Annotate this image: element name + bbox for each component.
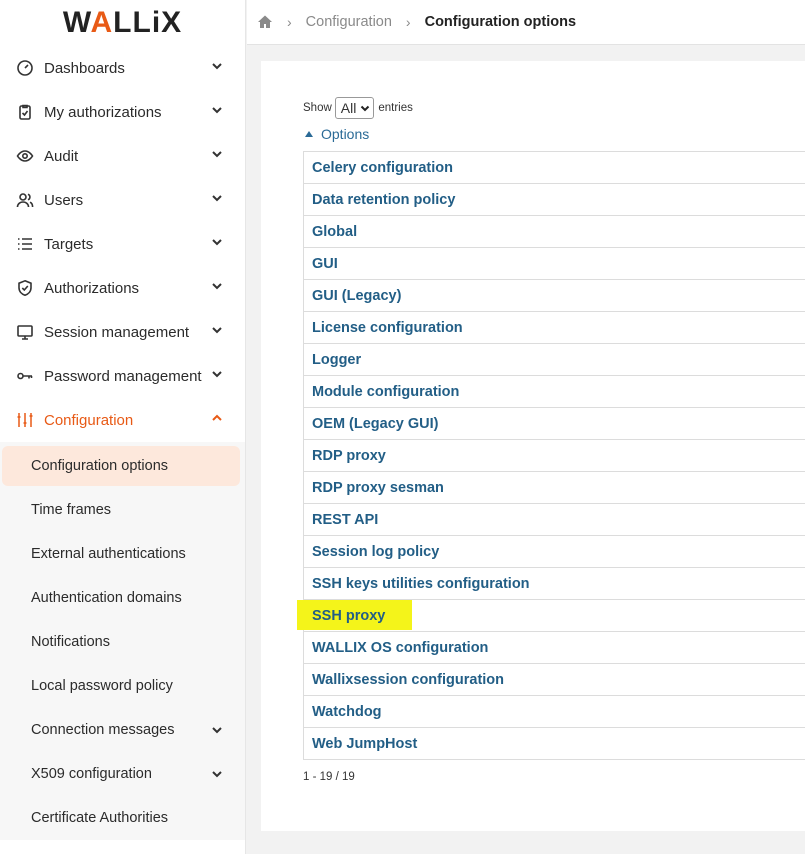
chevron-up-icon [211, 412, 223, 424]
sidebar [0, 0, 246, 854]
sidebar-item-users[interactable] [0, 178, 245, 222]
table-row[interactable] [304, 344, 805, 376]
sidebar-item-configuration[interactable] [0, 398, 245, 442]
options-table [303, 151, 805, 760]
option-link[interactable]: RDP proxy sesman [312, 479, 444, 496]
chevron-right-icon: › [287, 14, 292, 30]
option-link[interactable]: SSH proxy [312, 607, 386, 624]
submenu-item-connection-messages[interactable] [0, 708, 245, 752]
option-link[interactable]: Data retention policy [312, 191, 456, 208]
submenu-item-label: Time frames [31, 502, 112, 518]
eye-icon [16, 147, 34, 165]
key-icon [16, 367, 34, 385]
option-link[interactable]: Session log policy [312, 543, 440, 560]
chevron-down-icon [211, 368, 223, 380]
clipboard-check-icon [16, 103, 34, 121]
wallix-logo[interactable]: WALLiX [62, 6, 183, 39]
submenu-item-authentication-domains[interactable] [0, 576, 245, 620]
option-link[interactable]: License configuration [312, 319, 463, 336]
table-row[interactable] [304, 728, 805, 760]
sidebar-item-audit[interactable] [0, 134, 245, 178]
submenu-item-external-authentications[interactable] [0, 532, 245, 576]
sidebar-item-label: Users [44, 191, 84, 209]
sidebar-item-targets[interactable] [0, 222, 245, 266]
submenu-item-label: Local password policy [31, 678, 173, 694]
option-link[interactable]: OEM (Legacy GUI) [312, 415, 439, 432]
table-row[interactable] [304, 632, 805, 664]
option-link[interactable]: SSH keys utilities configuration [312, 575, 530, 592]
breadcrumb-configuration[interactable]: Configuration [305, 14, 392, 30]
table-row[interactable] [304, 696, 805, 728]
list-icon [16, 235, 34, 253]
chevron-down-icon [211, 724, 223, 736]
option-link[interactable]: GUI (Legacy) [312, 287, 402, 304]
table-row[interactable] [304, 184, 805, 216]
submenu-item-label: Connection messages [31, 722, 175, 738]
sliders-icon [16, 411, 34, 429]
breadcrumb [247, 0, 805, 45]
sidebar-item-authorizations[interactable] [0, 266, 245, 310]
sidebar-item-label: Configuration [44, 411, 134, 429]
home-icon[interactable] [257, 14, 273, 30]
table-row-highlighted[interactable] [304, 600, 805, 632]
sidebar-item-label: Audit [44, 147, 79, 165]
submenu-item-local-password-policy[interactable] [0, 664, 245, 708]
pagination-count: 1 - 19 / 19 [303, 771, 355, 783]
chevron-down-icon [211, 280, 223, 292]
sidebar-item-label: My authorizations [44, 103, 162, 121]
option-link[interactable]: REST API [312, 511, 379, 528]
option-link[interactable]: Wallixsession configuration [312, 671, 505, 688]
option-link[interactable]: RDP proxy [312, 447, 386, 464]
submenu-item-x509-configuration[interactable] [0, 752, 245, 796]
content-panel [261, 61, 805, 831]
options-group-label: Options [321, 126, 370, 142]
entries-select-value: All [340, 100, 357, 116]
table-row[interactable] [304, 248, 805, 280]
submenu-item-label: X509 configuration [31, 766, 152, 782]
submenu-item-label: Certificate Authorities [31, 810, 169, 826]
submenu-item-label: Configuration options [31, 458, 169, 474]
table-row[interactable] [304, 664, 805, 696]
shield-check-icon [16, 279, 34, 297]
entries-select[interactable] [335, 97, 375, 119]
option-link[interactable]: Logger [312, 351, 362, 368]
sidebar-nav [0, 46, 245, 442]
configuration-submenu [0, 442, 245, 840]
option-link[interactable]: Watchdog [312, 703, 382, 720]
chevron-down-icon [211, 148, 223, 160]
table-row[interactable] [304, 504, 805, 536]
submenu-item-label: External authentications [31, 546, 186, 562]
chevron-right-icon: › [405, 14, 411, 30]
table-row[interactable] [304, 536, 805, 568]
sidebar-item-my-authorizations[interactable] [0, 90, 245, 134]
table-row[interactable] [304, 568, 805, 600]
submenu-item-label: Notifications [31, 634, 110, 650]
table-row[interactable] [304, 216, 805, 248]
chevron-down-icon [211, 60, 223, 72]
table-row[interactable] [304, 152, 805, 184]
show-label: Show [303, 102, 332, 114]
dashboard-icon [16, 59, 34, 77]
submenu-item-label: Authentication domains [31, 590, 182, 606]
entries-label: entries [378, 102, 413, 114]
table-row[interactable] [304, 440, 805, 472]
chevron-down-icon [211, 104, 223, 116]
option-link[interactable]: Celery configuration [312, 159, 453, 176]
submenu-item-certificate-authorities[interactable] [0, 796, 245, 840]
sidebar-item-password-management[interactable] [0, 354, 245, 398]
table-row[interactable] [304, 280, 805, 312]
sidebar-item-label: Dashboards [44, 59, 125, 77]
sidebar-item-label: Authorizations [44, 279, 140, 297]
sidebar-item-label: Password management [44, 367, 202, 385]
table-row[interactable] [304, 472, 805, 504]
chevron-down-icon [211, 324, 223, 336]
entries-control [303, 97, 413, 119]
chevron-down-icon [360, 103, 370, 113]
sidebar-item-dashboards[interactable] [0, 46, 245, 90]
chevron-down-icon [211, 768, 223, 780]
submenu-item-notifications[interactable] [0, 620, 245, 664]
page-title: Configuration options [424, 14, 577, 30]
submenu-item-configuration-options[interactable] [2, 446, 240, 486]
option-link[interactable]: WALLIX OS configuration [312, 639, 489, 656]
submenu-item-time-frames[interactable] [0, 488, 245, 532]
sidebar-item-label: Targets [44, 235, 94, 253]
option-link[interactable]: Web JumpHost [312, 735, 418, 752]
chevron-down-icon [211, 192, 223, 204]
chevron-down-icon [211, 236, 223, 248]
table-row[interactable] [304, 376, 805, 408]
monitor-icon [16, 323, 34, 341]
option-link[interactable]: GUI [312, 255, 338, 272]
triangle-up-icon [305, 131, 313, 137]
sidebar-item-label: Session management [44, 323, 190, 341]
table-row[interactable] [304, 408, 805, 440]
option-link[interactable]: Module configuration [312, 383, 460, 400]
options-group-toggle[interactable] [305, 126, 369, 142]
users-icon [16, 191, 34, 209]
option-link[interactable]: Global [312, 223, 358, 240]
table-row[interactable] [304, 312, 805, 344]
sidebar-item-session-management[interactable] [0, 310, 245, 354]
